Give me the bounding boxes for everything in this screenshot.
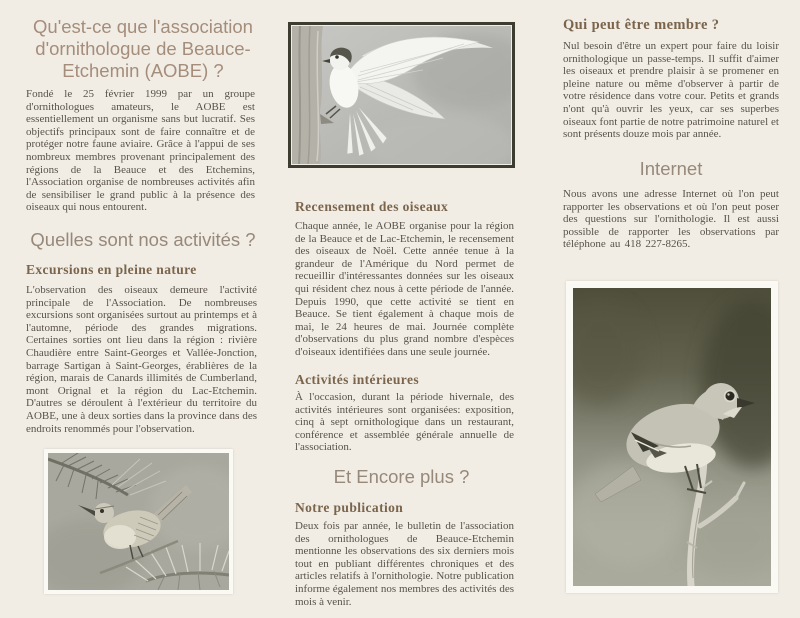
indoor-activities-paragraph: À l'occasion, durant la période hivernale, des activités intérieures sont organisées: exposition, cinq à sept ornithologique dans un restaurant, conférence et assemblée générale annuelle de l'association. (295, 391, 514, 454)
page-title-line: Qu'est-ce que l'association (33, 16, 253, 37)
intro-paragraph: Fondé le 25 février 1999 par un groupe d'ornithologues amateurs, le AOBE est essentiellement un organisme sans but lucratif. Ses objectifs principaux sont de faire connaître et de protéger notre faune aviaire. Grâce à l'appui de ses nombreux membres provenant principalement des régions de la Beauce et des Etchemins, l'Association organise de nombreuses activités afin de sensibiliser le grand public à la présence des oiseaux qui nous entourent. (26, 88, 255, 214)
photo-bluebird-on-twig (566, 281, 778, 593)
more-section-title: Et Encore plus ? (333, 466, 470, 487)
swallow-photo-illustration (292, 26, 511, 164)
indoor-activities-heading: Activités intérieures (295, 372, 419, 387)
internet-paragraph: Nous avons une adresse Internet où l'on peut rapporter les observations et où l'on peut poser des questions sur l'ornithologie. Il est aussi possible de rapporter les observations par téléphone au 418 227-8265. (563, 188, 779, 251)
page-title-line: d'ornithologue de Beauce- (35, 38, 251, 59)
membership-paragraph: Nul besoin d'être un expert pour faire du loisir ornithologique un passe-temps. Il suffit d'aimer les oiseaux et prendre plaisir à se promener en pleine nature ou même d'observer à partir de votre résidence dans votre cour. Petits et grands n'ont qu'à ouvrir les yeux, car ses superbes oiseaux font partie de notre patrimoine naturel et sont présents douze mois par année. (563, 40, 779, 141)
census-paragraph: Chaque année, le AOBE organise pour la région de la Beauce et de Lac-Etchemin, le recensement des oiseaux de Noël. Cette année tenue à la grandeur de l'Amérique du Nord permet de recueillir d'intéressantes données sur les oiseaux qui résident chez nous à cette période de l'année. Depuis 1990, que cette activité se tient en Beauce. Se tient également à chaque mois de mai, le 24 heures de mai. Journée complète d'observations du plus grand nombre d'espèces d'oiseaux identifiées dans une seule journée. (295, 220, 514, 358)
page-title (24, 16, 262, 82)
photo-swallow-on-trunk (288, 22, 515, 168)
excursions-paragraph: L'observation des oiseaux demeure l'activité principale de l'Association. De nombreuses excursions sont organisées surtout au printemps et à l'automne, période des grandes migrations. Certaines sorties ont lieu dans la région : rivière Chaudière entre Saint-Georges et Vallée-Jonction, barrage Sartigan à Saint-Georges, érablières de la région, marais de Canards illimités de Cumberland, mont Orignal et la région du Lac-Etchemin. D'autres se déroulent à l'extérieur du territoire du AOBE, une à deux sorties dans la province dans des endroits renommés pour l'observation. (26, 284, 257, 435)
census-heading: Recensement des oiseaux (295, 199, 449, 214)
wren-photo-illustration (48, 453, 229, 590)
bluebird-photo-illustration (573, 288, 771, 586)
excursions-heading: Excursions en pleine nature (26, 262, 197, 277)
photo-wren-on-spruce (44, 449, 233, 594)
activities-section-title: Quelles sont nos activités ? (30, 229, 256, 250)
membership-heading: Qui peut être membre ? (563, 17, 720, 33)
publication-paragraph: Deux fois par année, le bulletin de l'association des ornithologues de Beauce-Etchemin mentionne les observations des six derniers mois tout en publiant différentes chroniques et des articles relatifs à l'ornithologie. Notre publication informe également nos membres des activités des mois à venir. (295, 520, 514, 608)
internet-section-title: Internet (639, 158, 703, 179)
publication-heading: Notre publication (295, 500, 404, 515)
page-title-line: Etchemin (AOBE) ? (62, 60, 224, 81)
